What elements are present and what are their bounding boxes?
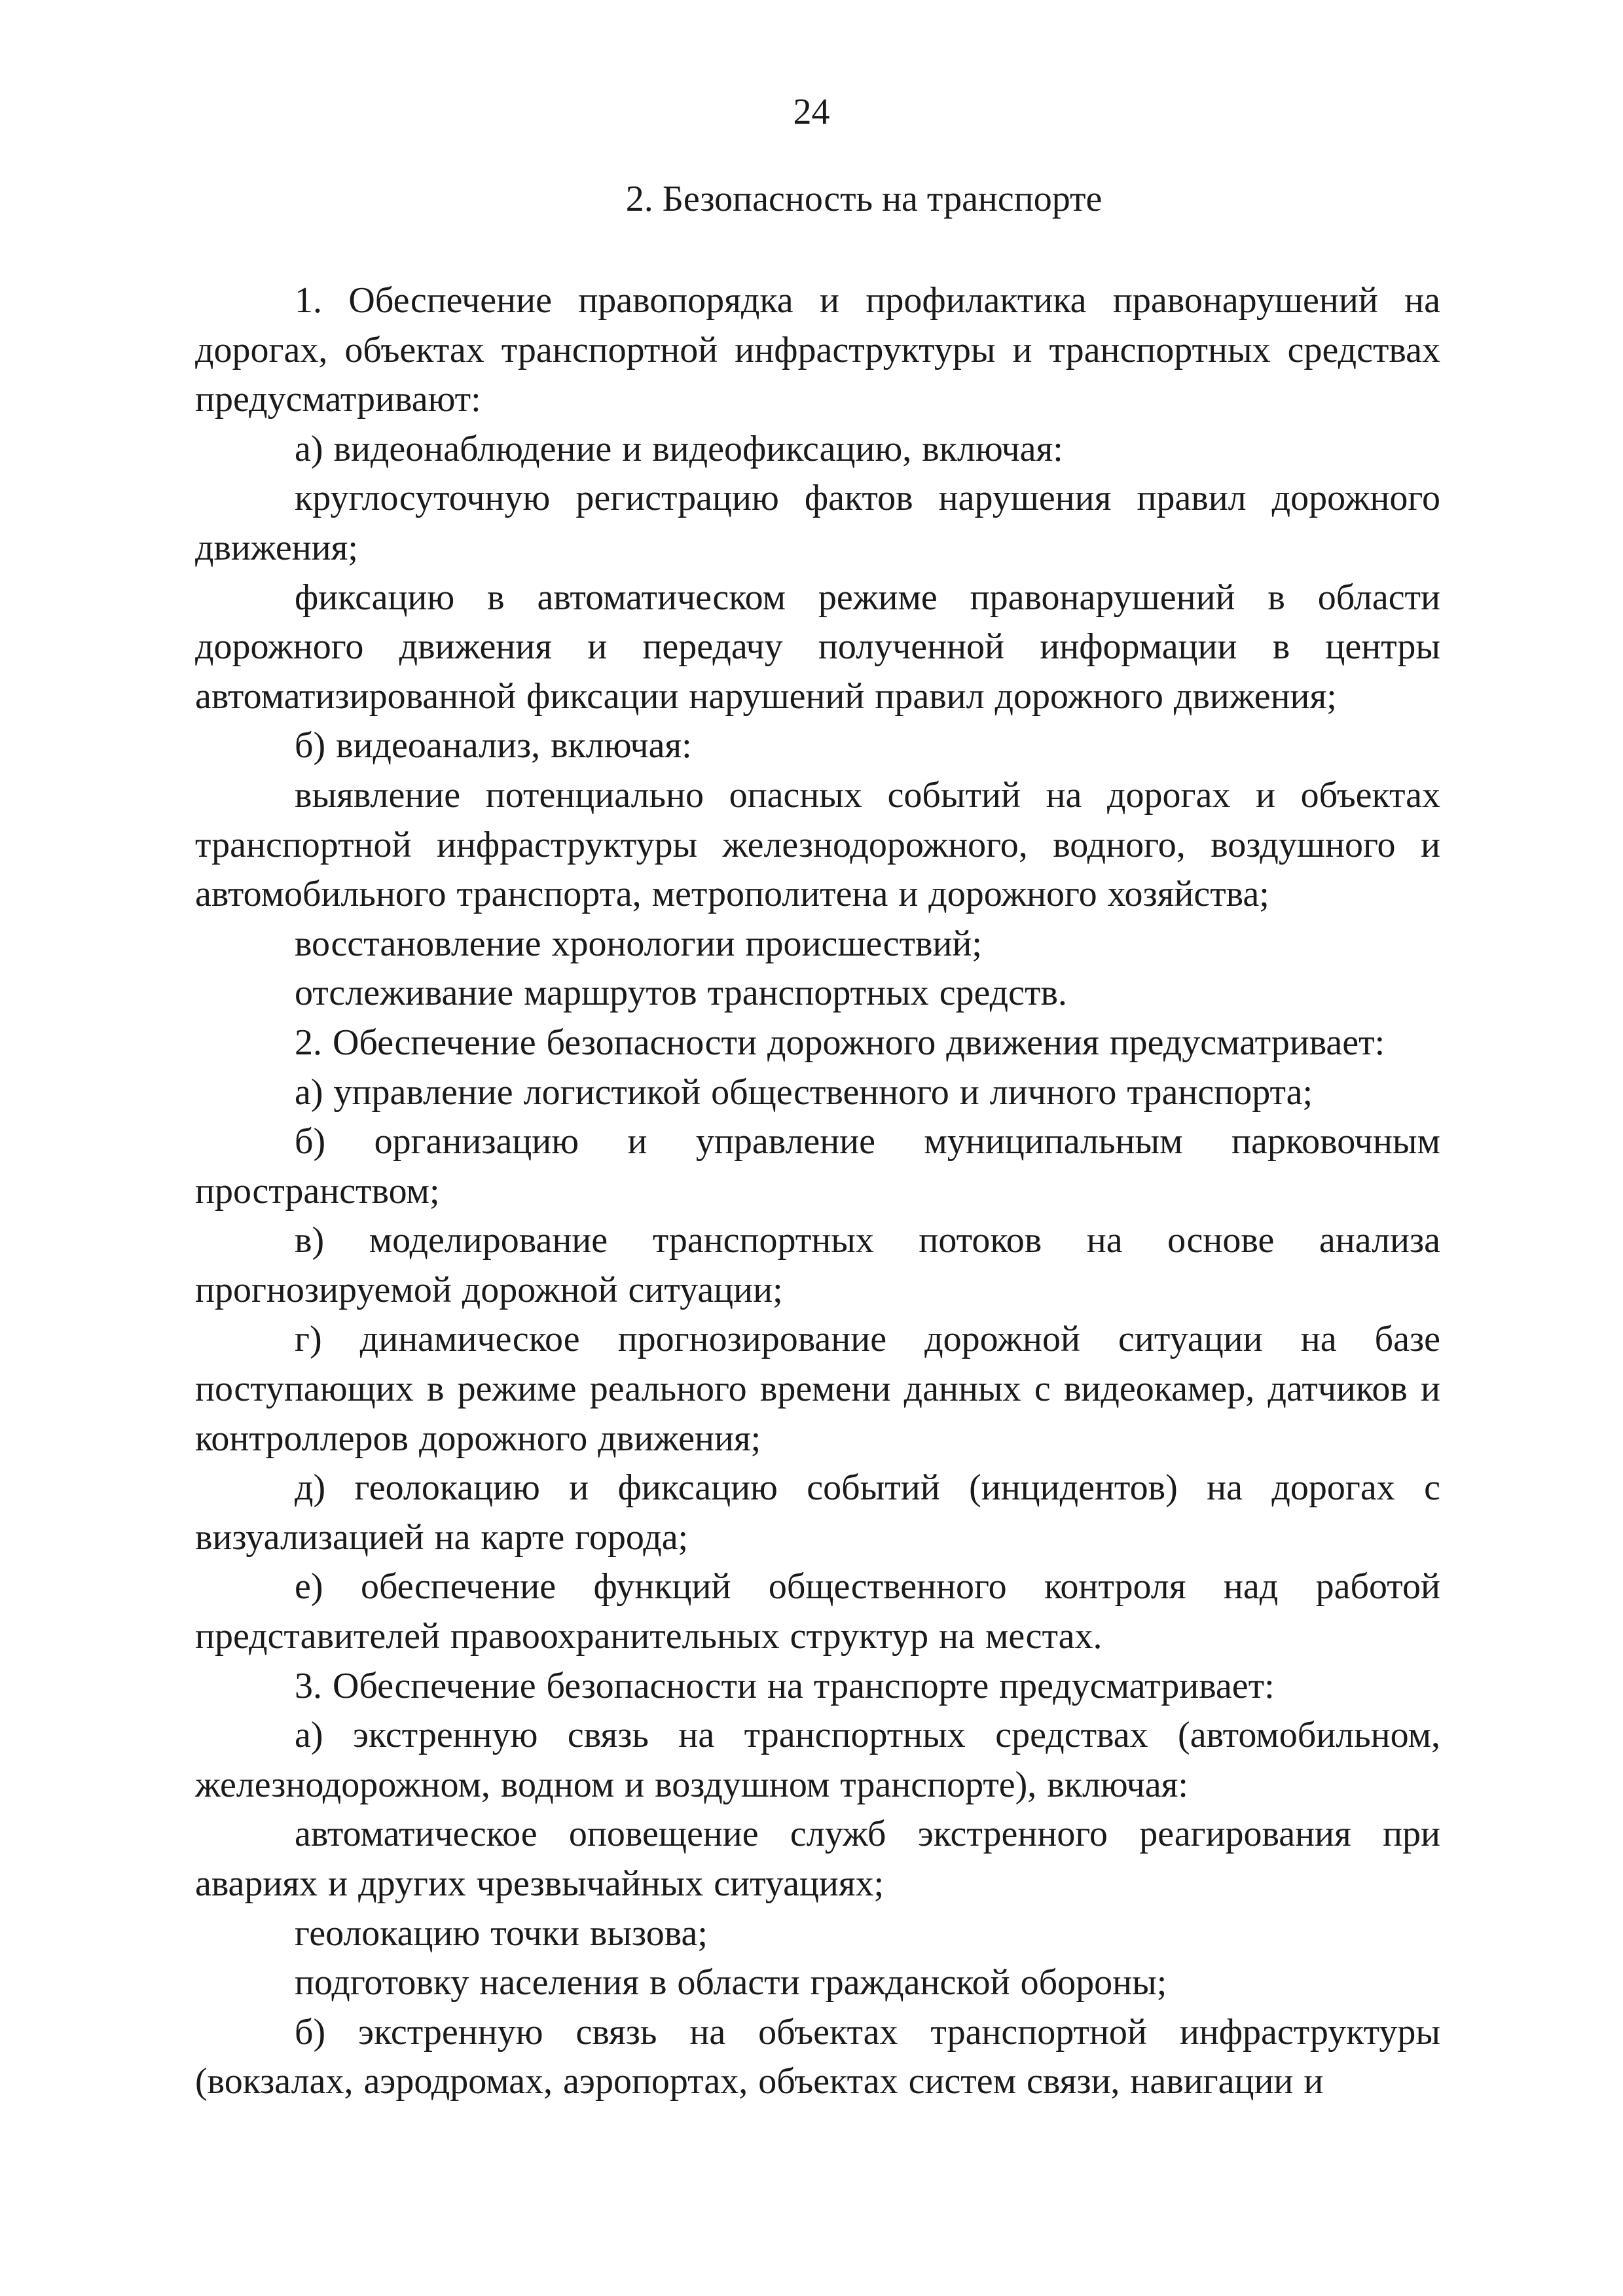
paragraph-21: б) экстренную связь на объектах транспортной инфраструктуры (вокзалах, аэродромах, аэропортах, объектах систем связи, навигации и	[195, 2011, 1440, 2102]
paragraph-11: б) организацию и управление муниципальным парковочным пространством;	[195, 1121, 1440, 1211]
paragraph-1: 1. Обеспечение правопорядка и профилактика правонарушений на дорогах, объектах транспортной инфраструктуры и транспортных средствах предусматривают:	[195, 280, 1440, 420]
paragraph-19: геолокацию точки вызова;	[295, 1912, 708, 1954]
paragraph-4: фиксацию в автоматическом режиме правонарушений в области дорожного движения и передачу полученной информации в центры автоматизированной фиксации нарушений правил дорожного движения;	[195, 577, 1440, 717]
paragraph-16: 3. Обеспечение безопасности на транспорте предусматривает:	[295, 1665, 1275, 1706]
paragraph-2: а) видеонаблюдение и видеофиксацию, включая:	[295, 428, 1063, 469]
paragraph-14: д) геолокацию и фиксацию событий (инцидентов) на дорогах с визуализацией на карте города;	[195, 1467, 1440, 1558]
paragraph-20: подготовку населения в области гражданской обороны;	[295, 1962, 1167, 2003]
paragraph-15: е) обеспечение функций общественного контроля над работой представителей правоохранительных структур на местах.	[195, 1566, 1440, 1657]
paragraph-7: восстановление хронологии происшествий;	[295, 923, 982, 964]
paragraph-18: автоматическое оповещение служб экстренного реагирования при авариях и других чрезвычайных ситуациях;	[195, 1814, 1440, 1904]
paragraph-5: б) видеоанализ, включая:	[295, 725, 692, 766]
paragraph-17: а) экстренную связь на транспортных средствах (автомобильном, железнодорожном, водном и воздушном транспорте), включая:	[195, 1715, 1440, 1805]
document-body	[195, 276, 1440, 2107]
paragraph-13: г) динамическое прогнозирование дорожной ситуации на базе поступающих в режиме реального времени данных с видеокамер, датчиков и контроллеров дорожного движения;	[195, 1319, 1440, 1459]
paragraph-10: а) управление логистикой общественного и личного транспорта;	[295, 1071, 1313, 1113]
paragraph-6: выявление потенциально опасных событий на дорогах и объектах транспортной инфраструктуры железнодорожного, водного, воздушного и автомобильного транспорта, метрополитена и дорожного хозяйства;	[195, 774, 1440, 915]
section-title: 2. Безопасность на транспорте	[625, 179, 1103, 219]
paragraph-8: отслеживание маршрутов транспортных средств.	[295, 973, 1067, 1014]
page-number: 24	[793, 92, 830, 132]
paragraph-12: в) моделирование транспортных потоков на основе анализа прогнозируемой дорожной ситуации;	[195, 1220, 1440, 1310]
paragraph-3: круглосуточную регистрацию фактов нарушения правил дорожного движения;	[195, 478, 1440, 568]
paragraph-9: 2. Обеспечение безопасности дорожного движения предусматривает:	[295, 1022, 1385, 1063]
